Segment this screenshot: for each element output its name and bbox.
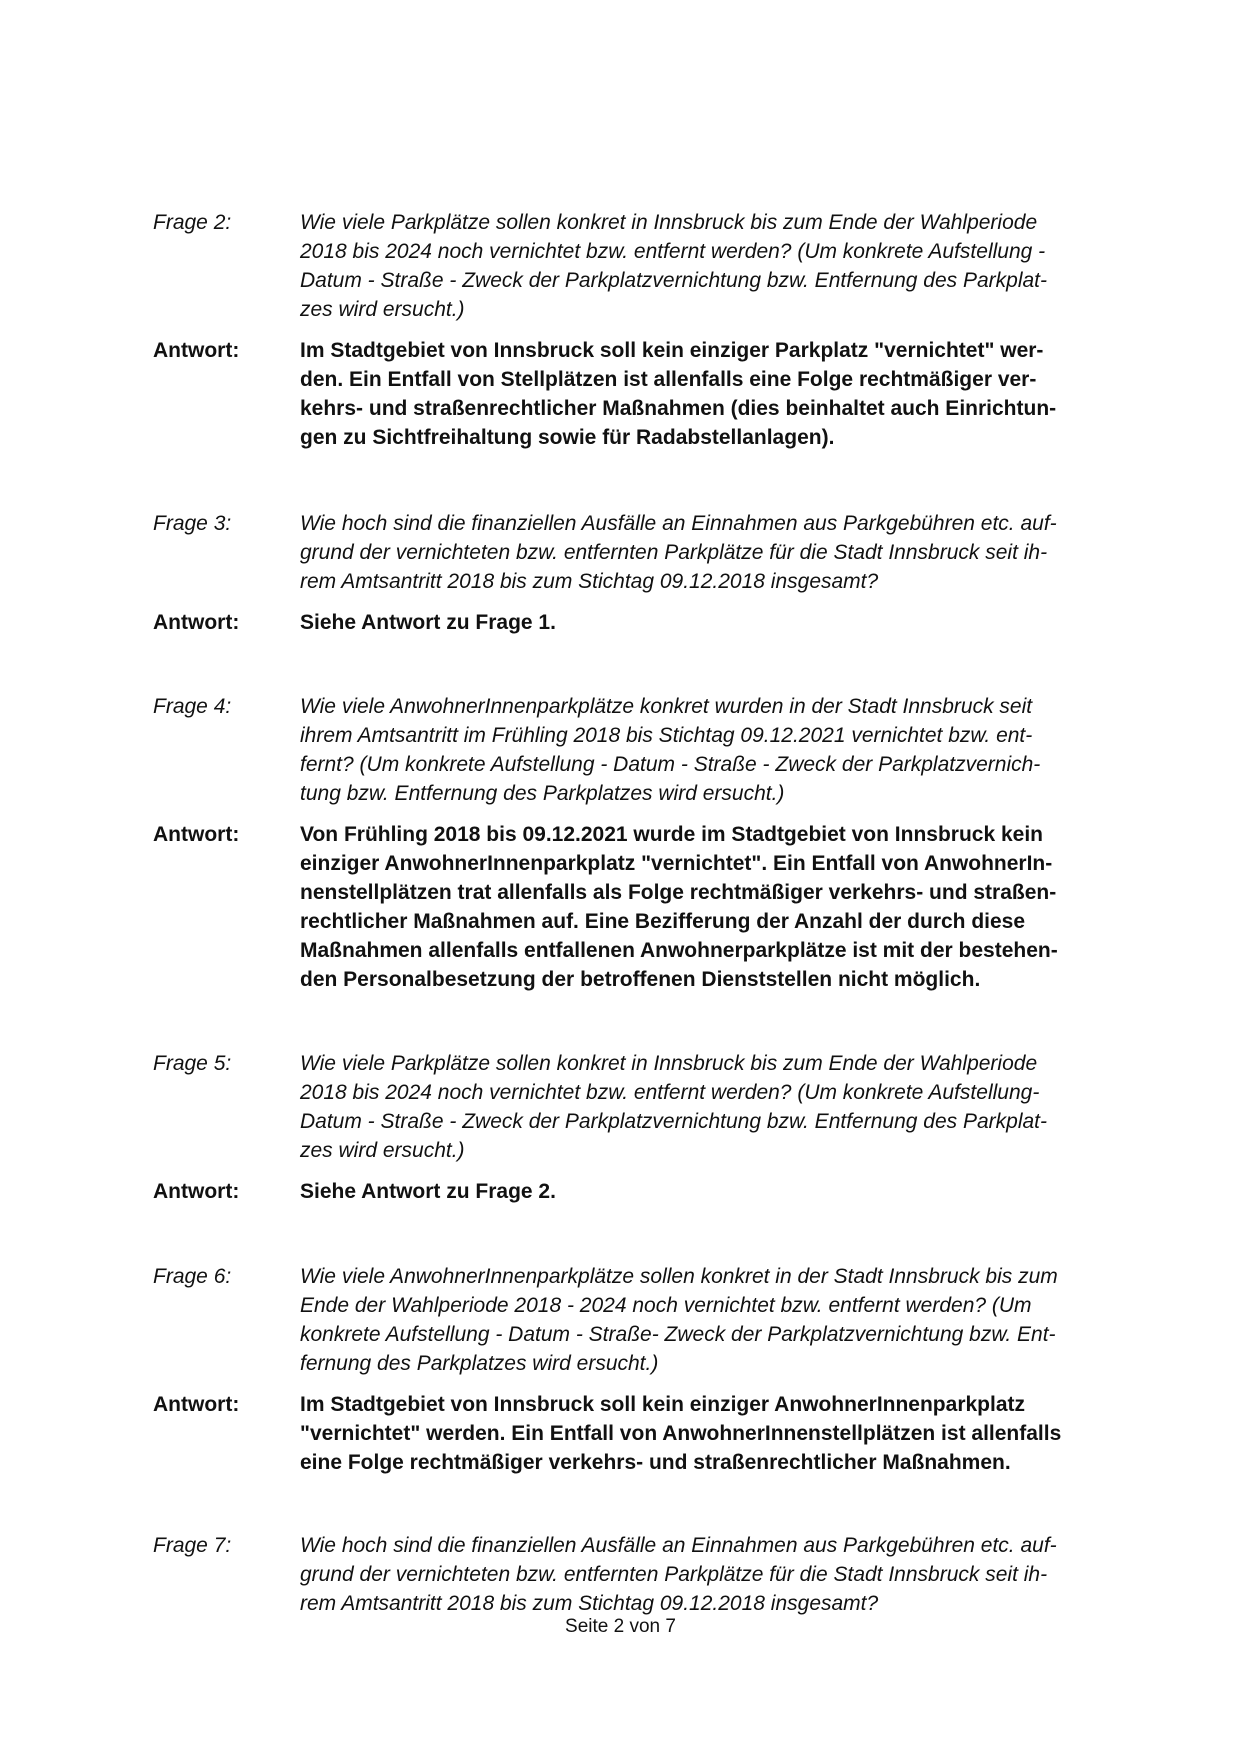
question-row: [153, 208, 1133, 324]
answer-row: [153, 1390, 1133, 1477]
question-text: Wie hoch sind die finanziellen Ausfälle an Einnahmen aus Parkgebühren etc. auf- grund der vernichteten bzw. entfernten Parkplätze für die Stadt Innsbruck seit ih- rem Amtsantritt 2018 bis zum Stichtag 09.12.2018 insgesamt?: [300, 1534, 1057, 1615]
answer-text: Siehe Antwort zu Frage 1.: [300, 611, 556, 634]
question-label: Frage 4:: [153, 695, 232, 718]
question-row: [153, 1049, 1133, 1165]
question-text: Wie viele AnwohnerInnenparkplätze sollen konkret in der Stadt Innsbruck bis zum Ende der Wahlperiode 2018 - 2024 noch vernichtet bzw. entfernt werden? (Um konkrete Aufstellung - Datum - Straße- Zweck der Parkplatzvernichtung bzw. Ent- fernung des Parkplatzes wird ersucht.): [300, 1265, 1058, 1375]
qa-block-4: [153, 692, 1133, 994]
qa-block-5: [153, 1049, 1133, 1206]
question-label: Frage 6:: [153, 1265, 232, 1288]
answer-row: [153, 608, 1133, 637]
answer-row: [153, 336, 1133, 452]
question-label: Frage 2:: [153, 211, 232, 234]
qa-block-3: [153, 509, 1133, 637]
answer-row: [153, 820, 1133, 994]
qa-block-7: [153, 1531, 1133, 1618]
question-row: [153, 1262, 1133, 1378]
question-row: [153, 509, 1133, 596]
question-row: [153, 1531, 1133, 1618]
question-label: Frage 5:: [153, 1052, 232, 1075]
answer-label: Antwort:: [153, 823, 240, 846]
question-text: Wie hoch sind die finanziellen Ausfälle an Einnahmen aus Parkgebühren etc. auf- grund der vernichteten bzw. entfernten Parkplätze für die Stadt Innsbruck seit ih- rem Amtsantritt 2018 bis zum Stichtag 09.12.2018 insgesamt?: [300, 512, 1057, 593]
question-row: [153, 692, 1133, 808]
answer-label: Antwort:: [153, 611, 240, 634]
answer-text: Siehe Antwort zu Frage 2.: [300, 1180, 556, 1203]
answer-label: Antwort:: [153, 1393, 240, 1416]
answer-text: Im Stadtgebiet von Innsbruck soll kein einziger Parkplatz "vernichtet" wer- den. Ein Entfall von Stellplätzen ist allenfalls eine Folge rechtmäßiger ver- kehrs- und straßenrechtlicher Maßnahmen (dies beinhaltet auch Einrichtun- gen zu Sichtfreihaltung sowie für Radabstellanlagen).: [300, 339, 1057, 449]
question-label: Frage 3:: [153, 512, 232, 535]
question-label: Frage 7:: [153, 1534, 232, 1557]
page-number-footer: Seite 2 von 7: [565, 1616, 676, 1637]
answer-label: Antwort:: [153, 1180, 240, 1203]
answer-text: Von Frühling 2018 bis 09.12.2021 wurde im Stadtgebiet von Innsbruck kein einziger AnwohnerInnenparkplatz "vernichtet". Ein Entfall von AnwohnerIn- nenstellplätzen trat allenfalls als Folge rechtmäßiger verkehrs- und straßen- rechtlicher Maßnahmen auf. Eine Bezifferung der Anzahl der durch diese Maßnahmen allenfalls entfallenen Anwohnerparkplätze ist mit der bestehen- den Personalbesetzung der betroffenen Dienststellen nicht möglich.: [300, 823, 1058, 991]
question-text: Wie viele Parkplätze sollen konkret in Innsbruck bis zum Ende der Wahlperiode 2018 bis 2024 noch vernichtet bzw. entfernt werden? (Um konkrete Aufstellung- Datum - Straße - Zweck der Parkplatzvernichtung bzw. Entfernung des Parkplat- zes wird ersucht.): [300, 1052, 1047, 1162]
question-text: Wie viele Parkplätze sollen konkret in Innsbruck bis zum Ende der Wahlperiode 2018 bis 2024 noch vernichtet bzw. entfernt werden? (Um konkrete Aufstellung - Datum - Straße - Zweck der Parkplatzvernichtung bzw. Entfernung des Parkplat- zes wird ersucht.): [300, 211, 1047, 321]
answer-text: Im Stadtgebiet von Innsbruck soll kein einziger AnwohnerInnenparkplatz "vernichtet" werden. Ein Entfall von AnwohnerInnenstellplätzen ist allenfalls eine Folge rechtmäßiger verkehrs- und straßenrechtlicher Maßnahmen.: [300, 1393, 1062, 1474]
answer-row: [153, 1177, 1133, 1206]
question-text: Wie viele AnwohnerInnenparkplätze konkret wurden in der Stadt Innsbruck seit ihrem Amtsantritt im Frühling 2018 bis Stichtag 09.12.2021 vernichtet bzw. ent- fernt? (Um konkrete Aufstellung - Datum - Straße - Zweck der Parkplatzvernich- tung bzw. Entfernung des Parkplatzes wird ersucht.): [300, 695, 1041, 805]
qa-block-6: [153, 1262, 1133, 1477]
answer-label: Antwort:: [153, 339, 240, 362]
qa-block-2: [153, 208, 1133, 452]
